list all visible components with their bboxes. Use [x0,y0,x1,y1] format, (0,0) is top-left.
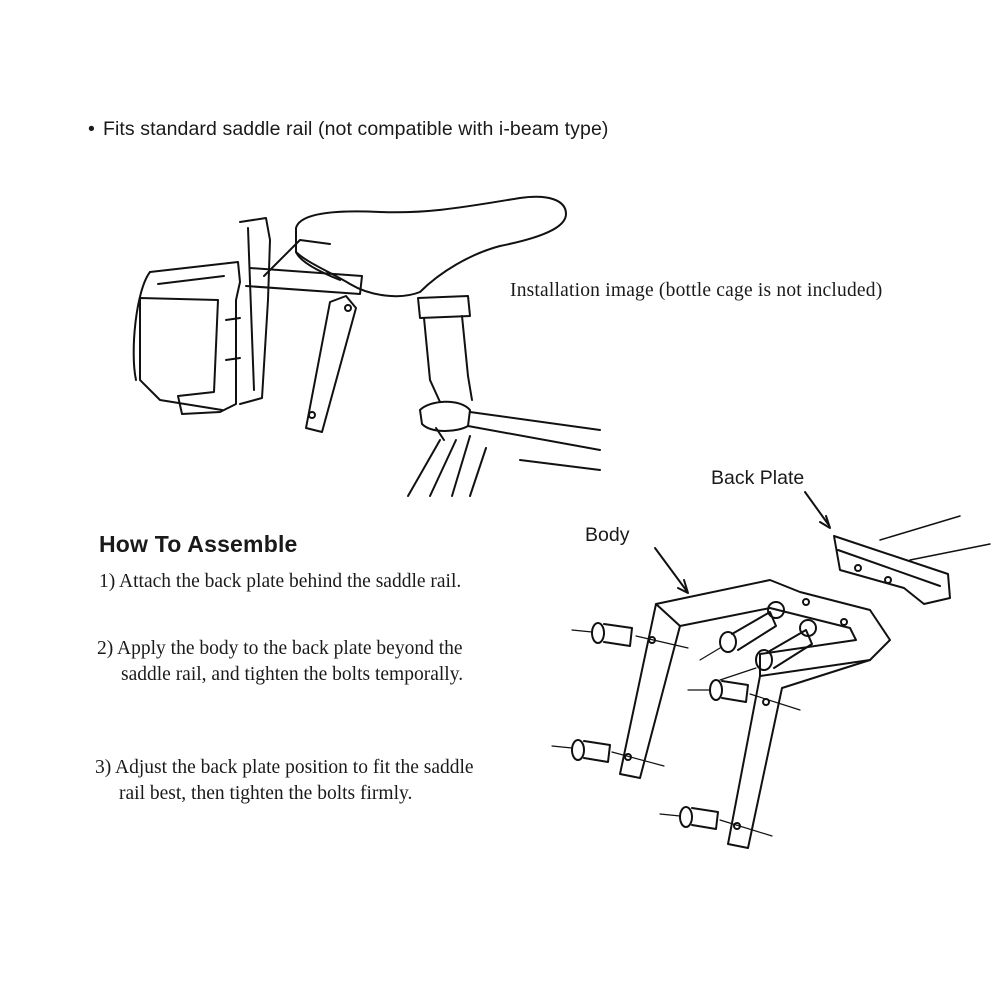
step-2-line-1: 2) Apply the body to the back plate beyond the [97,638,463,659]
step-2-line-2: saddle rail, and tighten the bolts temporally. [121,664,464,685]
step-3 [95,755,474,807]
bullet-icon: • [88,118,95,140]
assembly-heading: How To Assemble [99,531,298,557]
step-2 [97,636,463,688]
installation-caption: Installation image (bottle cage is not included) [510,280,883,301]
step-1: 1) Attach the back plate behind the saddle rail. [99,571,462,592]
step-3-line-2: rail best, then tighten the bolts firmly. [119,783,413,804]
back-plate-label: Back Plate [711,467,805,489]
compatibility-text: Fits standard saddle rail (not compatible with i-beam type) [102,118,609,140]
step-3-line-1: 3) Adjust the back plate position to fit the saddle [95,757,474,778]
body-label: Body [585,524,630,546]
